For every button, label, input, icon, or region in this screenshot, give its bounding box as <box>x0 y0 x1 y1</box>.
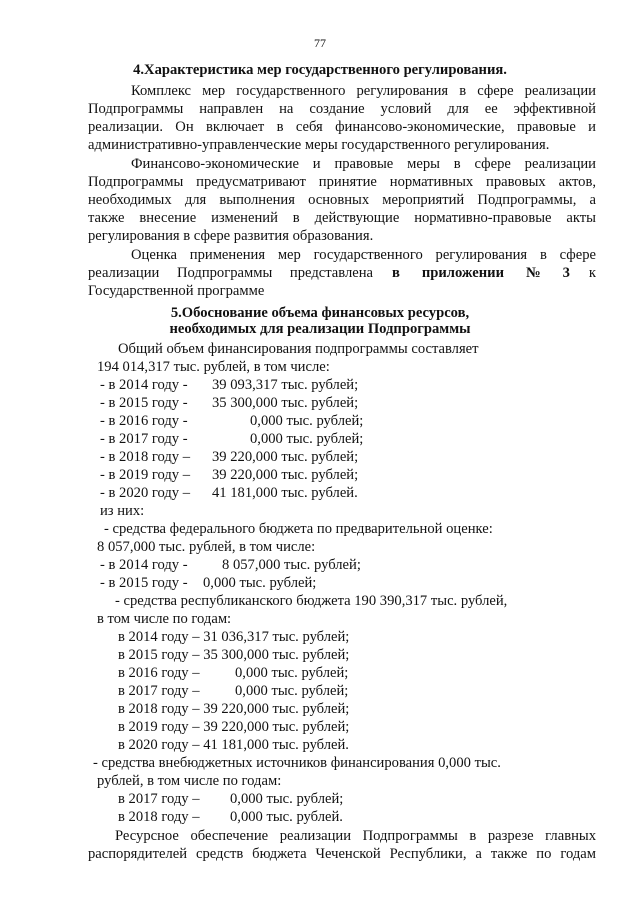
s5-intro-line2: 194 014,317 тыс. рублей, в том числе: <box>97 359 330 375</box>
total-amount-2018: 39 220,000 тыс. рублей; <box>212 449 359 465</box>
total-amount-2017: 0,000 тыс. рублей; <box>250 431 364 447</box>
republic-year-2016: в 2016 году – <box>118 665 200 681</box>
section-5-title-line2: необходимых для реализации Подпрограммы <box>169 321 471 337</box>
federal-year-2015: - в 2015 году - <box>100 575 188 591</box>
word: приложении <box>421 265 504 281</box>
extrabudget-line2: рублей, в том числе по годам: <box>97 773 282 789</box>
word: Подпрограммы <box>176 265 273 281</box>
extrabudget-year-2018: в 2018 году – <box>118 809 200 825</box>
word: реализации <box>88 265 160 281</box>
word: 3 <box>562 265 570 281</box>
s4-p2-line2: Подпрограммы предусматривают принятие нормативных правовых актов, <box>88 174 596 190</box>
of-them-label: из них: <box>100 503 145 519</box>
section-5-title-line1: 5.Обоснование объема финансовых ресурсов, <box>170 305 470 321</box>
total-year-2019: - в 2019 году – <box>100 467 191 483</box>
section-4-title: 4.Характеристика мер государственного регулирования. <box>133 62 507 78</box>
federal-line1: - средства федерального бюджета по предварительной оценке: <box>104 521 493 537</box>
s4-p1-line4: административно-управленческие меры государственного регулирования. <box>88 137 550 153</box>
closing-line2: распорядителей средств бюджета Чеченской Республики, а также по годам <box>88 846 596 862</box>
total-year-2016: - в 2016 году - <box>100 413 188 429</box>
republic-amount-2016: 0,000 тыс. рублей; <box>235 665 349 681</box>
republic-year-2017: в 2017 году – <box>118 683 200 699</box>
word: в <box>391 265 400 281</box>
total-year-2015: - в 2015 году - <box>100 395 188 411</box>
republic-line2: в том числе по годам: <box>97 611 232 627</box>
federal-line2: 8 057,000 тыс. рублей, в том числе: <box>97 539 316 555</box>
total-amount-2019: 39 220,000 тыс. рублей; <box>212 467 359 483</box>
republic-2015: в 2015 году – 35 300,000 тыс. рублей; <box>118 647 350 663</box>
republic-line1: - средства республиканского бюджета 190 390,317 тыс. рублей, <box>115 593 508 609</box>
federal-amount-2015: 0,000 тыс. рублей; <box>203 575 317 591</box>
page-number: 77 <box>314 36 326 50</box>
extrabudget-line1: - средства внебюджетных источников финансирования 0,000 тыс. <box>93 755 501 771</box>
s4-p2-line3: необходимых для выполнения основных мероприятий Подпрограммы, а <box>88 192 596 208</box>
s4-p1-line3: реализации. Он включает в себя финансово-экономические, правовые и <box>88 119 596 135</box>
republic-amount-2017: 0,000 тыс. рублей; <box>235 683 349 699</box>
total-year-2020: - в 2020 году – <box>100 485 191 501</box>
republic-2019: в 2019 году – 39 220,000 тыс. рублей; <box>118 719 350 735</box>
s4-p3-line1: Оценка применения мер государственного регулирования в сфере <box>131 247 596 263</box>
word: представлена <box>289 265 373 281</box>
total-year-2017: - в 2017 году - <box>100 431 188 447</box>
total-year-2018: - в 2018 году – <box>100 449 191 465</box>
federal-year-2014: - в 2014 году - <box>100 557 188 573</box>
s4-p2-line4: также внесение изменений в действующие нормативно-правовые акты <box>88 210 596 226</box>
s4-p1-line2: Подпрограммы направлен на создание условий для ее эффективной <box>88 101 596 117</box>
s4-p3-line2 <box>88 264 596 282</box>
s4-p1-line1: Комплекс мер государственного регулирования в сфере реализации <box>131 83 596 99</box>
extrabudget-amount-2018: 0,000 тыс. рублей. <box>230 809 343 825</box>
republic-2018: в 2018 году – 39 220,000 тыс. рублей; <box>118 701 350 717</box>
federal-amount-2014: 8 057,000 тыс. рублей; <box>222 557 361 573</box>
republic-2014: в 2014 году – 31 036,317 тыс. рублей; <box>118 629 350 645</box>
s4-p3-pre <box>88 264 373 282</box>
s4-p3-post: к <box>588 265 596 281</box>
republic-2020: в 2020 году – 41 181,000 тыс. рублей. <box>118 737 349 753</box>
total-amount-2015: 35 300,000 тыс. рублей; <box>212 395 359 411</box>
s5-intro-line1: Общий объем финансирования подпрограммы составляет <box>118 341 479 357</box>
extrabudget-amount-2017: 0,000 тыс. рублей; <box>230 791 344 807</box>
word: № <box>525 265 541 281</box>
total-year-2014: - в 2014 году - <box>100 377 188 393</box>
appendix-reference <box>392 264 570 282</box>
s4-p3-line3: Государственной программе <box>88 283 265 299</box>
total-amount-2020: 41 181,000 тыс. рублей. <box>212 485 358 501</box>
total-amount-2016: 0,000 тыс. рублей; <box>250 413 364 429</box>
total-amount-2014: 39 093,317 тыс. рублей; <box>212 377 359 393</box>
closing-line1: Ресурсное обеспечение реализации Подпрограммы в разрезе главных <box>115 828 596 844</box>
s4-p2-line1: Финансово-экономические и правовые меры в сфере реализации <box>131 156 596 172</box>
extrabudget-year-2017: в 2017 году – <box>118 791 200 807</box>
s4-p2-line5: регулирования в сфере развития образования. <box>88 228 374 244</box>
